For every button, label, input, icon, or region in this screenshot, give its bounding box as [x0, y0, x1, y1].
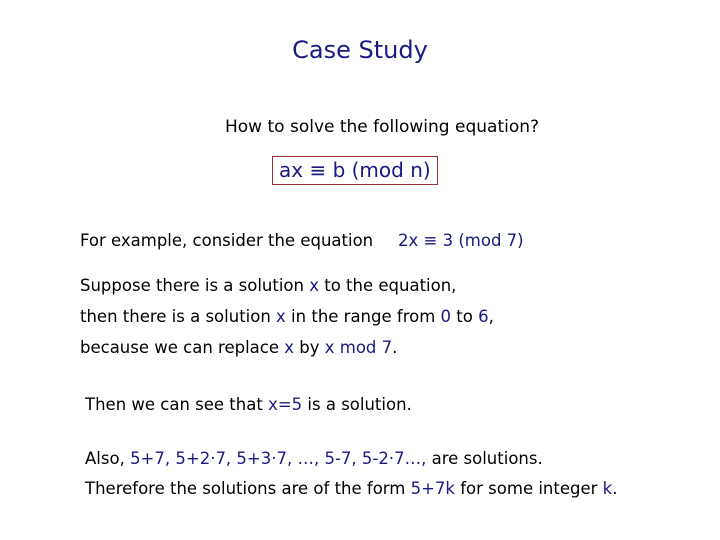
equation-rhs: b (mod n): [332, 158, 431, 182]
example-rhs: 3 (mod 7): [442, 231, 524, 250]
suppose-text-b: to the equation,: [319, 276, 457, 295]
then-text-b: is a solution.: [302, 395, 412, 414]
because-x: x: [284, 338, 295, 357]
example-congruence-symbol: ≡: [423, 231, 438, 250]
range-text-d: ,: [488, 307, 494, 326]
suppose-text-a: Suppose there is a solution: [80, 276, 310, 295]
example-lhs: 2x: [398, 231, 419, 250]
range-text-a: then there is a solution: [80, 307, 277, 326]
question-text: How to solve the following equation?: [225, 117, 540, 137]
therefore-text-b: for some integer: [455, 479, 603, 498]
also-line: [85, 449, 543, 468]
boxed-equation: [272, 156, 438, 185]
then-x5: x=5: [268, 395, 303, 414]
equation-lhs: ax: [279, 158, 304, 182]
range-high: 6: [478, 307, 489, 326]
suppose-x: x: [309, 276, 319, 295]
range-x: x: [276, 307, 286, 326]
because-line: [80, 338, 397, 357]
then-text-a: Then we can see that: [85, 395, 269, 414]
then-line: [85, 395, 412, 414]
range-text-c: to: [451, 307, 479, 326]
because-text-c: .: [392, 338, 398, 357]
also-solution-list: 5+7, 5+2·7, 5+3·7, …, 5-7, 5-2·7…,: [130, 449, 427, 468]
therefore-line: [85, 479, 617, 498]
slide-title: Case Study: [292, 36, 428, 64]
example-equation: [398, 231, 524, 250]
also-text-b: are solutions.: [426, 449, 543, 468]
also-text-a: Also,: [85, 449, 131, 468]
therefore-text-c: .: [612, 479, 618, 498]
therefore-text-a: Therefore the solutions are of the form: [85, 479, 411, 498]
range-text-b: in the range from: [285, 307, 441, 326]
therefore-form: 5+7k: [410, 479, 455, 498]
because-text-b: by: [294, 338, 325, 357]
example-lead: For example, consider the equation: [80, 231, 374, 250]
suppose-line: [80, 276, 456, 295]
therefore-k: k: [602, 479, 613, 498]
congruence-symbol: ≡: [309, 158, 327, 182]
because-x-mod: x mod 7: [324, 338, 393, 357]
range-line: [80, 307, 494, 326]
range-low: 0: [440, 307, 452, 326]
because-text-a: because we can replace: [80, 338, 285, 357]
